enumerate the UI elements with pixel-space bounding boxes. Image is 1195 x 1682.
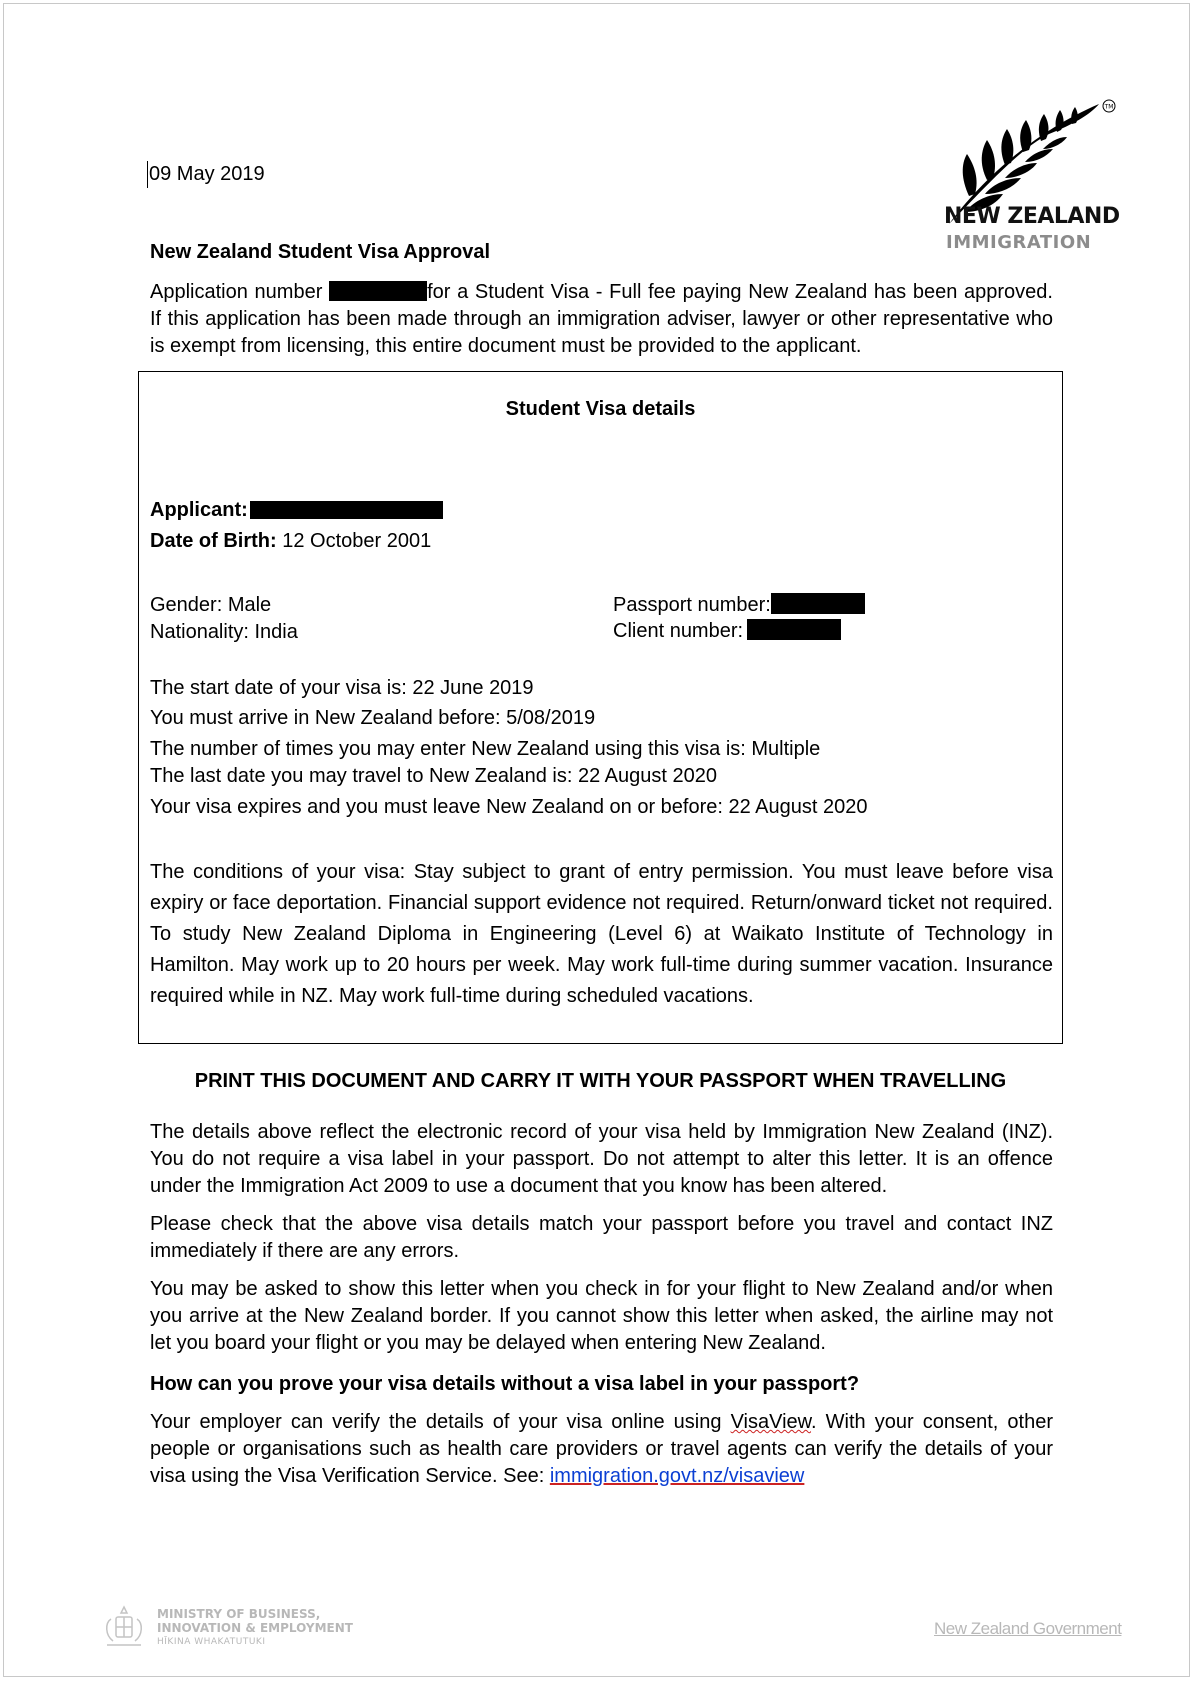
para4-start: Your employer can verify the details of your visa online using: [150, 1411, 731, 1433]
letter-title: New Zealand Student Visa Approval: [150, 241, 491, 263]
intro-after: for a Student Visa - Full fee paying New Zealand has been approved. If this application has been made through an immigration adviser, lawyer or other representative who is exempt from licensing, this entire document must be provided to the applicant.: [150, 281, 1053, 357]
visa-start-date: The start date of your visa is: 22 June 2019: [150, 677, 534, 699]
redacted-passport-number: [771, 593, 865, 614]
passport-label: Passport number:: [613, 594, 771, 616]
applicant-row: [150, 497, 443, 524]
last-travel-date: The last date you may travel to New Zealand is: 22 August 2020: [150, 765, 717, 787]
client-label: Client number:: [613, 620, 744, 642]
mbie-line2: INNOVATION & EMPLOYMENT: [157, 1621, 353, 1635]
logo-line1: NEW ZEALAND: [944, 204, 1120, 229]
trademark-mark: TM: [1104, 103, 1114, 111]
applicant-label: Applicant:: [150, 499, 248, 521]
passport-row: [613, 592, 865, 619]
mbie-line3: HĪKINA WHAKATUTUKI: [157, 1637, 266, 1647]
dob-value: 12 October 2001: [276, 530, 432, 552]
number-of-entries: The number of times you may enter New Zealand using this visa is: Multiple: [150, 738, 821, 760]
para4-middle: . With your consent, other people or organisations such as health care providers or travel agents can verify the details of your visa using the Visa Verification Service. See:: [150, 1411, 1054, 1487]
dob-row: [150, 528, 431, 555]
arrive-before: You must arrive in New Zealand before: 5/08/2019: [150, 707, 596, 729]
notice-paragraph-4: [150, 1409, 1053, 1490]
redacted-applicant-name: [250, 501, 443, 519]
visa-expiry: Your visa expires and you must leave New Zealand on or before: 22 August 2020: [150, 796, 868, 818]
notice-paragraph-2: Please check that the above visa details match your passport before you travel and contact INZ immediately if there are any errors.: [150, 1213, 1053, 1262]
dob-label: Date of Birth:: [150, 530, 277, 552]
question-heading: How can you prove your visa details without a visa label in your passport?: [150, 1373, 860, 1395]
print-heading: PRINT THIS DOCUMENT AND CARRY IT WITH YOUR PASSPORT WHEN TRAVELLING: [194, 1070, 1007, 1092]
document-page: [3, 3, 1190, 1677]
nz-government-logo: New Zealand Government: [934, 1619, 1122, 1638]
intro-paragraph: [150, 279, 1053, 360]
redacted-application-number: [329, 281, 427, 301]
letter-date: 09 May 2019: [147, 161, 265, 188]
mbie-text: [157, 1607, 353, 1649]
nationality: Nationality: India: [150, 621, 298, 643]
client-row: [613, 618, 841, 645]
visa-conditions: The conditions of your visa: Stay subject to grant of entry permission. You must leave before visa expiry or face deportation. Financial support evidence not required. Return/onward ticket not required. To study New Zealand Diploma in Engineering (Level 6) at Waikato Institute of Technology in Hamilton. May work up to 20 hours per week. May work full-time during summer vacation. Insurance required while in NZ. May work full-time during scheduled vacations.: [150, 861, 1053, 1007]
gender: Gender: Male: [150, 594, 272, 616]
mbie-logo: [99, 1605, 353, 1656]
details-heading: Student Visa details: [505, 398, 696, 420]
coat-of-arms-icon: [99, 1605, 149, 1651]
intro-before: Application number: [150, 281, 330, 303]
silver-fern-icon: [939, 69, 1119, 259]
notice-paragraph-3: You may be asked to show this letter when you check in for your flight to New Zealand and/or when you arrive at the New Zealand border. If you cannot show this letter when asked, the airline may not let you board your flight or you may be delayed when entering New Zealand.: [150, 1278, 1053, 1354]
notice-paragraph-1: The details above reflect the electronic record of your visa held by Immigration New Zealand (INZ). You do not require a visa label in your passport. Do not attempt to alter this letter. It is an offence under the Immigration Act 2009 to use a document that you know has been altered.: [150, 1121, 1053, 1197]
visaview-term: VisaView: [730, 1411, 812, 1433]
mbie-line1: MINISTRY OF BUSINESS,: [157, 1607, 321, 1621]
logo-line2: IMMIGRATION: [946, 232, 1092, 253]
visaview-link[interactable]: immigration.govt.nz/visaview: [549, 1465, 805, 1487]
redacted-client-number: [747, 619, 841, 640]
